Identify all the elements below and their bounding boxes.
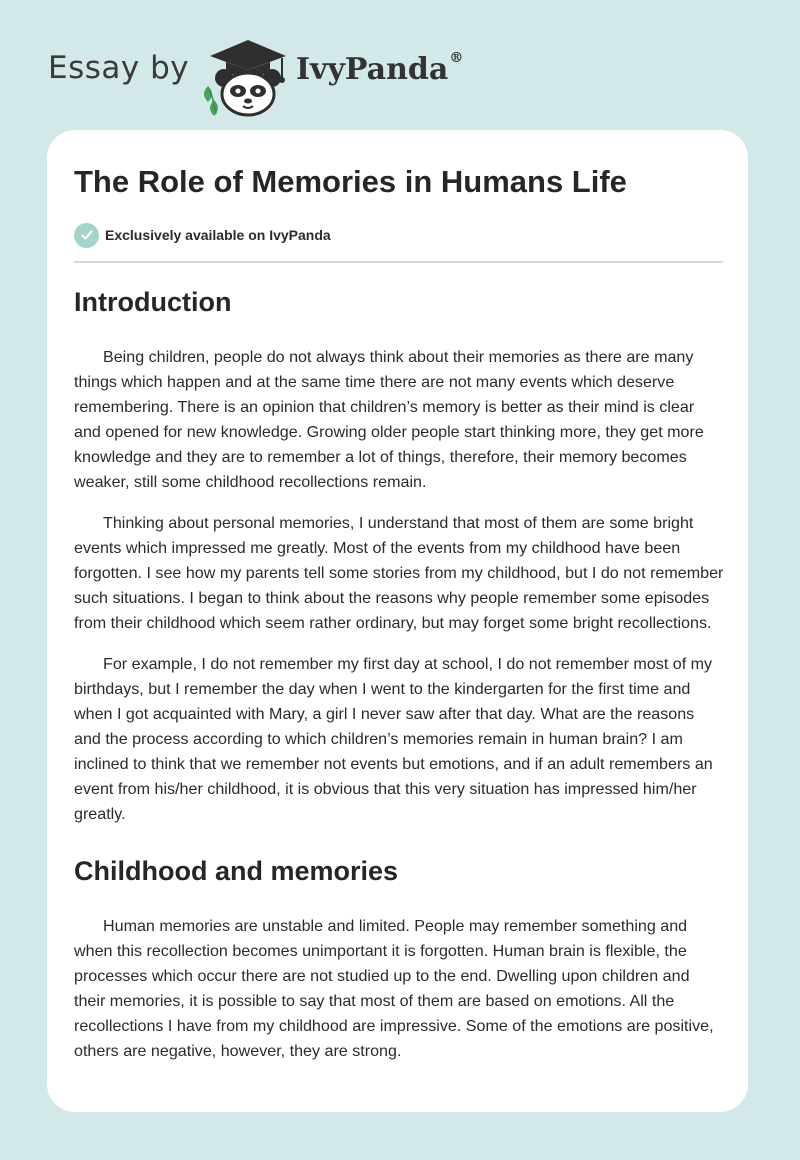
paragraph: Human memories are unstable and limited. People may remember something and when this recollection becomes unimportant it is forgotten. Human brain is flexible, the processes which occur there are not studied up to the end. Dwelling upon children and their memories, it is possible to say that most of them are based on emotions. All the recollections I have from my childhood are impressive. Some of the emotions are positive, others are negative, however, they are strong. [74, 917, 714, 1060]
paragraph: Thinking about personal memories, I understand that most of them are some bright events which impressed me greatly. Most of the events from my childhood have been forgotten. I see how my parents tell some stories from my childhood, but I do not remember such situations. I began to think about the reasons why people remember some episodes from their childhood which seem rather ordinary, but may forget some bright recollections. [74, 514, 724, 632]
registered-mark: ® [449, 50, 464, 66]
brand-text: IvyPanda [296, 52, 449, 87]
panda-graduation-cap-icon[interactable] [198, 34, 298, 118]
essay-by-label: Essay by [48, 50, 190, 86]
brand-name[interactable] [296, 52, 463, 87]
section-heading-childhood-and-memories: Childhood and memories [74, 856, 399, 886]
essay-card [47, 130, 748, 1112]
section-heading-introduction: Introduction [74, 287, 232, 317]
divider [74, 261, 723, 263]
article-body [74, 282, 724, 1064]
exclusive-badge-text: Exclusively available on IvyPanda [105, 227, 331, 243]
site-header [48, 28, 748, 118]
page-title: The Role of Memories in Humans Life [74, 164, 627, 199]
exclusive-badge [74, 222, 331, 248]
paragraph: For example, I do not remember my first day at school, I do not remember most of my birthdays, but I remember the day when I went to the kindergarten for the first time and when I got acquainted with Mary, a girl I never saw after that day. What are the reasons and the process according to which children’s memories remain in human brain? I am inclined to think that we remember not events but emotions, and if an adult remembers an event from his/her childhood, it is obvious that this very situation has impressed him/her greatly. [74, 655, 713, 823]
check-circle-icon [74, 223, 99, 248]
paragraph: Being children, people do not always think about their memories as there are many things which happen and at the same time there are not many events which deserve remembering. There is an opinion that children’s memory is better as their mind is clear and opened for new knowledge. Growing older people start thinking more, they get more knowledge and they are to remember a lot of things, therefore, their memory becomes weaker, still some childhood recollections remain. [74, 348, 704, 491]
